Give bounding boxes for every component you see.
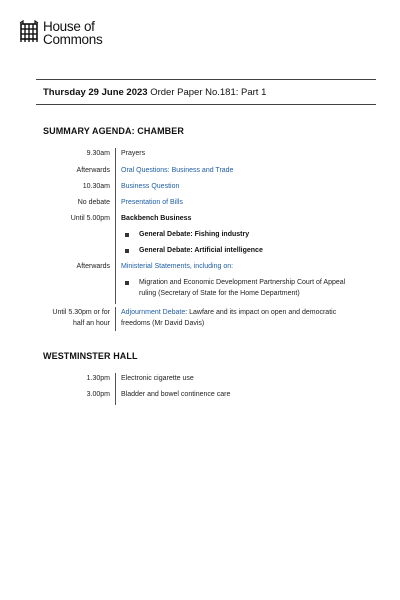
agenda-time: 9.30am <box>86 150 110 157</box>
agenda-row <box>0 389 400 405</box>
agenda-time: 1.30pm <box>86 375 110 382</box>
agenda-item: Prayers <box>121 150 146 157</box>
chamber-heading: SUMMARY AGENDA: CHAMBER <box>43 126 184 136</box>
top-rule <box>36 79 376 80</box>
time-line-2: half an hour <box>73 320 110 327</box>
agenda-row <box>0 277 400 304</box>
house-of-commons-logo <box>19 20 102 46</box>
agenda-item: Bladder and bowel continence care <box>121 391 231 398</box>
business-question-link[interactable]: Business Question <box>121 183 180 190</box>
agenda-time: Afterwards <box>76 167 110 174</box>
agenda-row <box>0 229 400 245</box>
title-paper: Order Paper No.181: Part 1 <box>150 87 267 98</box>
agenda-time: Afterwards <box>76 263 110 270</box>
logo-line-2: Commons <box>43 32 103 47</box>
logo-text <box>43 20 102 46</box>
agenda-row <box>0 213 400 229</box>
agenda-row <box>0 165 400 181</box>
adjournment-debate-link[interactable]: Adjournment Debate <box>121 309 186 316</box>
statement-text: Migration and Economic Development Partnership Court of Appeal ruling (Secretary of State for the Home Department) <box>139 279 346 297</box>
agenda-row <box>0 197 400 213</box>
chamber-agenda <box>0 148 400 331</box>
westminster-agenda <box>0 373 400 405</box>
bullet-icon <box>125 249 129 253</box>
backbench-business: Backbench Business <box>121 215 192 222</box>
bullet-icon <box>125 233 129 237</box>
agenda-time <box>0 307 115 331</box>
bottom-rule <box>36 104 376 105</box>
bullet-icon <box>125 281 129 285</box>
presentation-of-bills-link[interactable]: Presentation of Bills <box>121 199 183 206</box>
ministerial-statements-link[interactable]: Ministerial Statements, including on: <box>121 263 234 270</box>
bullet-item <box>116 245 361 261</box>
agenda-time: 10.30am <box>82 183 110 190</box>
agenda-item: Electronic cigarette use <box>121 375 194 382</box>
logo-line-1: House of <box>43 19 95 34</box>
agenda-row <box>0 307 400 331</box>
agenda-row <box>0 373 400 389</box>
time-line-1: Until 5.30pm or for <box>52 309 110 316</box>
bullet-item <box>116 277 361 304</box>
fishing-industry-link[interactable]: Fishing industry <box>194 231 250 238</box>
adjournment-debate <box>116 307 361 331</box>
debate-prefix: General Debate: <box>139 247 195 254</box>
oral-questions-link[interactable]: Oral Questions: Business and Trade <box>121 167 234 174</box>
westminster-hall-heading: WESTMINSTER HALL <box>43 351 138 361</box>
debate-prefix: General Debate: <box>139 231 195 238</box>
agenda-time: 3.00pm <box>86 391 110 398</box>
agenda-row <box>0 261 400 277</box>
agenda-row <box>0 148 400 165</box>
bullet-item <box>116 229 361 245</box>
agenda-row <box>0 181 400 197</box>
page-title <box>43 87 266 98</box>
agenda-time: Until 5.00pm <box>70 215 110 222</box>
agenda-row <box>0 245 400 261</box>
portcullis-icon <box>19 20 39 44</box>
artificial-intelligence-link[interactable]: Artificial intelligence <box>194 247 263 254</box>
agenda-time: No debate <box>77 199 110 206</box>
adjournment-debate-text: : Lawfare and its impact on open and democratic freedoms (Mr David Davis) <box>121 309 337 327</box>
title-date: Thursday 29 June 2023 <box>43 87 148 98</box>
